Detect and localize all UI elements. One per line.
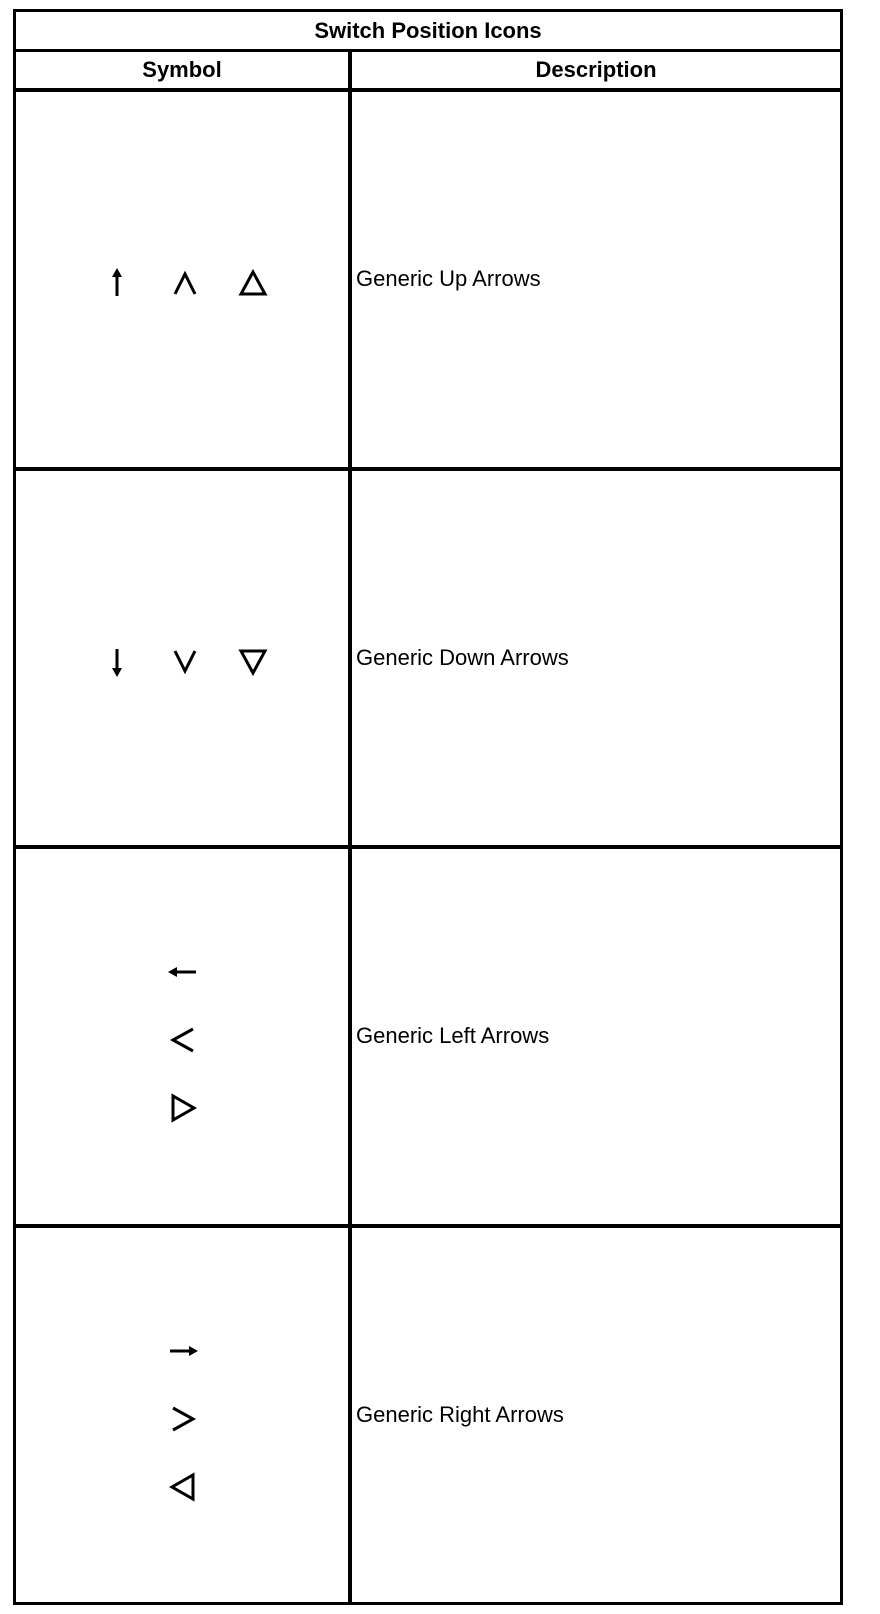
up-caret-icon [168,266,202,300]
symbol-cell [16,471,352,846]
table-row [16,471,840,850]
table-row [16,1228,840,1603]
up-arrow-icon [100,266,134,300]
table-title: Switch Position Icons [16,12,840,52]
table-header-row [16,52,840,92]
description-column-header: Description [535,57,657,82]
symbol-cell [16,92,352,467]
right-triangle-icon [166,1091,200,1125]
up-triangle-icon [236,266,270,300]
table-body [16,92,840,1602]
symbol-column-header: Symbol [16,52,352,88]
right-arrow-icon [166,1334,200,1368]
left-arrow-icon [166,955,200,989]
table-row [16,92,840,471]
symbol-cell [16,1228,352,1603]
switch-position-icons-table [13,9,843,1605]
right-caret-icon [166,1402,200,1436]
left-triangle-icon [166,1470,200,1504]
description-cell: Generic Up Arrows [356,266,541,292]
down-triangle-icon [236,645,270,679]
table-row [16,849,840,1228]
down-caret-icon [168,645,202,679]
symbol-cell [16,849,352,1224]
left-caret-icon [166,1023,200,1057]
description-cell: Generic Right Arrows [356,1401,564,1427]
down-arrow-icon [100,645,134,679]
description-cell: Generic Left Arrows [356,1023,550,1049]
description-cell: Generic Down Arrows [356,644,569,670]
